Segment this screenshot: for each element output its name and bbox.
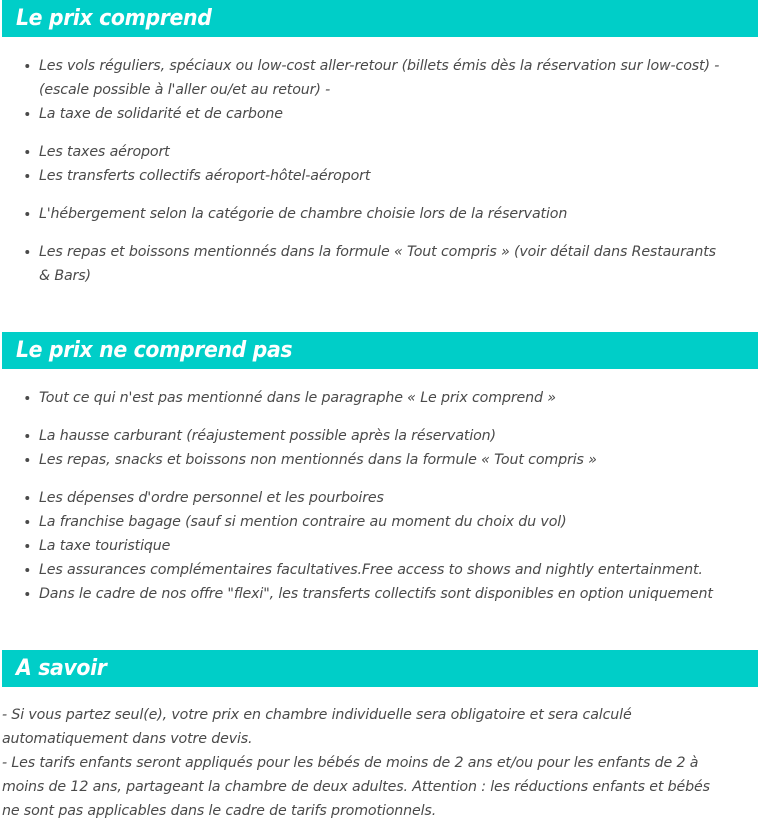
section-title: Le prix ne comprend pas — [16, 337, 293, 363]
list-item: Les dépenses d'ordre personnel et les pourboires — [0, 486, 739, 510]
section-title: Le prix comprend — [16, 5, 212, 31]
price-excludes-list — [0, 386, 758, 606]
price-includes-list — [0, 54, 758, 288]
section-spacer — [0, 288, 758, 332]
list-item: La hausse carburant (réajustement possible après la réservation) — [0, 424, 739, 448]
list-item: Les vols réguliers, spéciaux ou low-cost aller-retour (billets émis dès la réservation sur low-cost) - (escale possible à l'aller ou/et au retour) - — [0, 54, 739, 102]
section-body-good-to-know — [0, 687, 758, 823]
section-header-price-includes — [2, 0, 758, 37]
list-item: Les transferts collectifs aéroport-hôtel-aéroport — [0, 164, 739, 188]
section-body-price-excludes — [0, 369, 758, 606]
list-item: Les repas et boissons mentionnés dans la formule « Tout compris » (voir détail dans Restaurants & Bars) — [0, 240, 739, 288]
list-item: Les taxes aéroport — [0, 140, 739, 164]
list-item: Tout ce qui n'est pas mentionné dans le paragraphe « Le prix comprend » — [0, 386, 739, 410]
list-item: Dans le cadre de nos offre "flexi", les transferts collectifs sont disponibles en option uniquement — [0, 582, 739, 606]
section-body-price-includes — [0, 37, 758, 288]
section-spacer — [0, 606, 758, 650]
section-header-good-to-know — [2, 650, 758, 687]
paragraph: - Les tarifs enfants seront appliqués pour les bébés de moins de 2 ans et/ou pour les enfants de 2 à moins de 12 ans, partageant la chambre de deux adultes. Attention : les réductions enfants et bébés ne sont pas applicables dans le cadre de tarifs promotionnels. — [1, 754, 710, 819]
list-item: L'hébergement selon la catégorie de chambre choisie lors de la réservation — [0, 202, 739, 226]
section-header-price-excludes — [2, 332, 758, 369]
list-item: Les repas, snacks et boissons non mentionnés dans la formule « Tout compris » — [0, 448, 739, 472]
list-item: La taxe de solidarité et de carbone — [0, 102, 739, 126]
paragraph: - Si vous partez seul(e), votre prix en chambre individuelle sera obligatoire et sera calculé automatiquement dans votre devis. — [1, 706, 632, 747]
list-item: Les assurances complémentaires facultatives.Free access to shows and nightly entertainment. — [0, 558, 739, 582]
section-title: A savoir — [16, 655, 107, 681]
list-item: La taxe touristique — [0, 534, 739, 558]
list-item: La franchise bagage (sauf si mention contraire au moment du choix du vol) — [0, 510, 739, 534]
